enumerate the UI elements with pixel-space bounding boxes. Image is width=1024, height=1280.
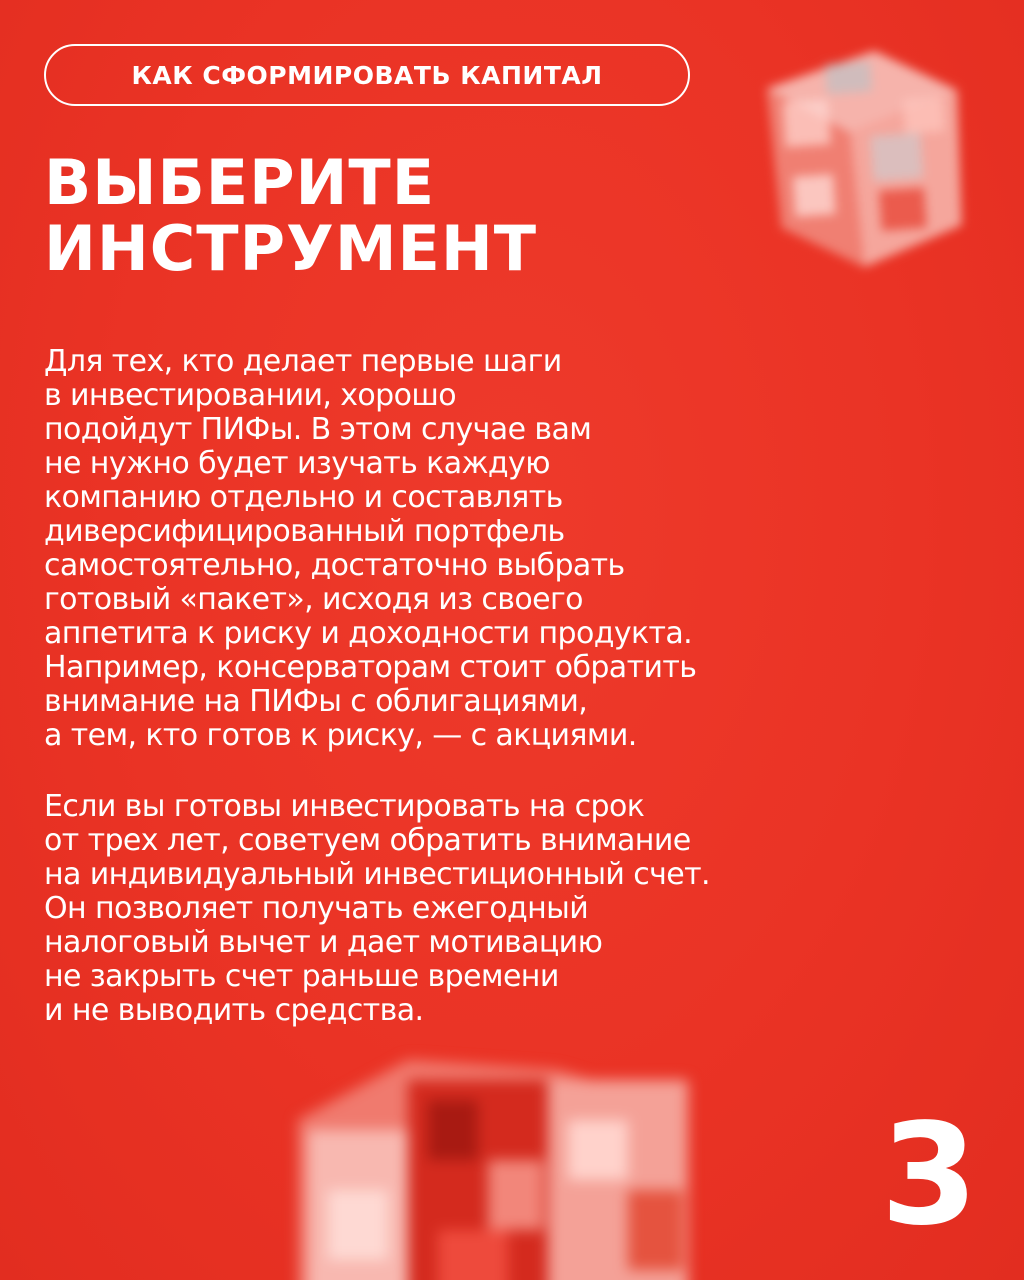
- paragraph-line: Он позволяет получать ежегодный: [44, 891, 589, 926]
- decorative-cube-icon: [298, 1040, 698, 1280]
- page-title: [44, 146, 538, 285]
- paragraph-line: Например, консерваторам стоит обратить: [44, 650, 697, 685]
- topic-pill-label: КАК СФОРМИРОВАТЬ КАПИТАЛ: [131, 60, 603, 90]
- paragraph-line: аппетита к риску и доходности продукта.: [44, 616, 693, 651]
- page-title-line-1: ВЫБЕРИТЕ: [44, 146, 436, 219]
- decorative-cube-icon: [744, 35, 980, 290]
- paragraph-line: не закрыть счет раньше времени: [44, 959, 559, 994]
- paragraph-line: в инвестировании, хорошо: [44, 378, 456, 413]
- page-title-line-2: ИНСТРУМЕНТ: [44, 212, 538, 285]
- paragraph-line: Если вы готовы инвестировать на срок: [44, 789, 645, 824]
- topic-pill: [44, 44, 690, 106]
- paragraph-line: налоговый вычет и дает мотивацию: [44, 925, 603, 960]
- paragraph-line: подойдут ПИФы. В этом случае вам: [44, 412, 592, 447]
- paragraph-line: не нужно будет изучать каждую: [44, 446, 550, 481]
- paragraph-line: самостоятельно, достаточно выбрать: [44, 548, 625, 583]
- paragraph-line: Для тех, кто делает первые шаги: [44, 344, 562, 379]
- paragraph-line: и не выводить средства.: [44, 993, 424, 1028]
- paragraph-line: компанию отдельно и составлять: [44, 480, 563, 515]
- page-number: 3: [880, 1094, 978, 1257]
- paragraph-line: внимание на ПИФы с облигациями,: [44, 684, 588, 719]
- paragraph-iis: [44, 790, 1004, 1028]
- paragraph-line: диверсифицированный портфель: [44, 514, 565, 549]
- paragraph-pif: [44, 345, 1004, 753]
- paragraph-line: от трех лет, советуем обратить внимание: [44, 823, 691, 858]
- paragraph-line: на индивидуальный инвестиционный счет.: [44, 857, 710, 892]
- paragraph-line: готовый «пакет», исходя из своего: [44, 582, 583, 617]
- paragraph-line: а тем, кто готов к риску, — с акциями.: [44, 718, 637, 753]
